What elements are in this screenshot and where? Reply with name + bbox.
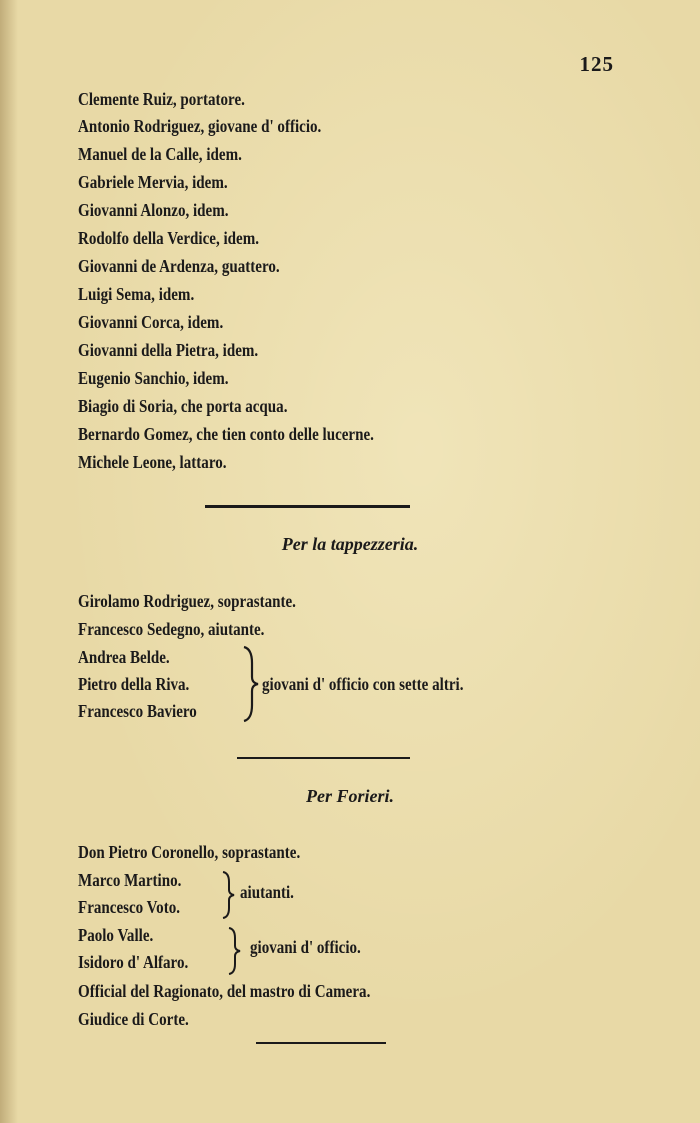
list-item: Paolo Valle. bbox=[78, 925, 154, 945]
list-item: Giovanni Corca, idem. bbox=[78, 312, 224, 332]
list-item: Marco Martino. bbox=[78, 870, 182, 890]
group-label: aiutanti. bbox=[240, 882, 294, 902]
list-item: Pietro della Riva. bbox=[78, 674, 190, 694]
list-item: Antonio Rodriguez, giovane d' officio. bbox=[78, 116, 322, 136]
brace-icon bbox=[220, 870, 236, 920]
list-item: Francesco Sedegno, aiutante. bbox=[78, 619, 265, 639]
list-item: Luigi Sema, idem. bbox=[78, 284, 195, 304]
list-item: Biagio di Soria, che porta acqua. bbox=[78, 396, 288, 416]
list-item: Giovanni de Ardenza, guattero. bbox=[78, 256, 280, 276]
list-item: Don Pietro Coronello, soprastante. bbox=[78, 842, 301, 862]
list-item: Giovanni della Pietra, idem. bbox=[78, 340, 259, 360]
list-item: Rodolfo della Verdice, idem. bbox=[78, 228, 260, 248]
section-divider bbox=[237, 757, 410, 759]
brace-icon bbox=[240, 645, 260, 723]
list-item: Andrea Belde. bbox=[78, 647, 170, 667]
list-item: Isidoro d' Alfaro. bbox=[78, 952, 189, 972]
page-number: 125 bbox=[579, 52, 614, 76]
list-item: Michele Leone, lattaro. bbox=[78, 452, 227, 472]
list-item: Giovanni Alonzo, idem. bbox=[78, 200, 229, 220]
section-divider bbox=[256, 1042, 386, 1044]
section-divider bbox=[205, 505, 410, 508]
list-item: Official del Ragionato, del mastro di Camera. bbox=[78, 981, 371, 1001]
list-item: Clemente Ruiz, portatore. bbox=[78, 89, 245, 109]
list-item: Francesco Baviero bbox=[78, 701, 197, 721]
list-item: Girolamo Rodriguez, soprastante. bbox=[78, 591, 296, 611]
list-item: Eugenio Sanchio, idem. bbox=[78, 368, 229, 388]
group-label: giovani d' officio con sette altri. bbox=[262, 674, 464, 694]
list-item: Gabriele Mervia, idem. bbox=[78, 172, 228, 192]
brace-icon bbox=[226, 926, 242, 976]
section-heading-tapestry: Per la tappezzeria. bbox=[281, 534, 419, 554]
list-item: Manuel de la Calle, idem. bbox=[78, 144, 242, 164]
list-item: Francesco Voto. bbox=[78, 897, 181, 917]
group-label: giovani d' officio. bbox=[250, 937, 361, 957]
list-item: Giudice di Corte. bbox=[78, 1009, 189, 1029]
section-heading-forieri: Per Forieri. bbox=[306, 786, 394, 806]
list-item: Bernardo Gomez, che tien conto delle lucerne. bbox=[78, 424, 374, 444]
